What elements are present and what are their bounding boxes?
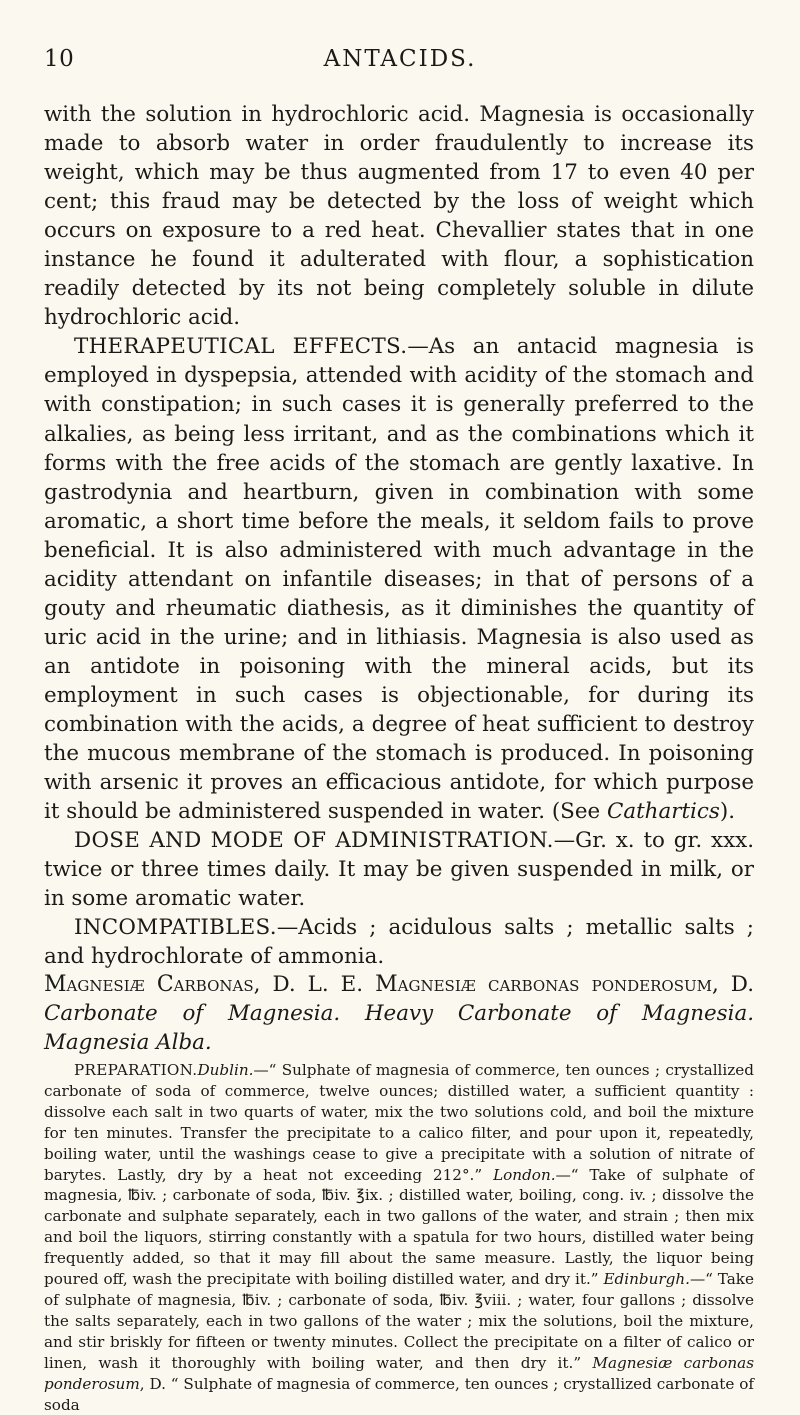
london-label: London. — [493, 1165, 556, 1184]
dublin-label: Dublin. — [197, 1061, 254, 1079]
preparation-block — [44, 1060, 754, 1415]
therapeutic-text: —As an antacid magnesia is employed in dyspepsia, attended with acidity of the stomach and with constipation; in such cases it is generally preferred to the alkalies, as being less irritant, and as the combinations which it forms with the free acids of the stomach are gently laxative. In gastrodynia and heartburn, given in combination with some aromatic, a short time before the meals, it seldom fails to prove beneficial. It is also administered with much advantage in the acidity attendant on infantile diseases; in that of persons of a gouty and rheumatic diathesis, as it diminishes the quantity of uric acid in the urine; and in lithiasis. Magnesia is also used as an antidote in poisoning with the mineral acids, but its employment in such cases is objectionable, for during its combination with the acids, a degree of heat sufficient to destroy the mucous membrane of the stomach is produced. In poisoning with arsenic it proves an efficacious antidote, for which purpose it should be administered suspended in water. (See — [44, 334, 755, 825]
edinburgh-label: Edinburgh. — [603, 1270, 690, 1289]
incompatibles-heading: INCOMPATIBLES. — [74, 915, 277, 941]
preparation-paragraph — [44, 1060, 754, 1415]
therapeutic-text-end: ). — [719, 799, 735, 825]
paragraph-incompatibles — [44, 913, 754, 971]
paragraph-dose — [44, 826, 754, 913]
title-name-1: Magnesiæ Carbonas — [44, 972, 254, 997]
title-abbr-1: , D. L. E. — [253, 972, 376, 997]
main-text — [44, 100, 754, 971]
title-synonym-3: Magnesia Alba. — [44, 1030, 212, 1055]
section-title — [44, 970, 754, 1057]
dose-text: —Gr. x. to gr. xxx. twice or three times daily. It may be given suspended in milk, or in some aromatic water. — [44, 828, 754, 912]
title-synonym-1: Carbonate of Magnesia. — [44, 1001, 341, 1026]
incompatibles-text: —Acids ; acidulous salts ; metallic salts ; and hydrochlorate of ammonia. — [44, 915, 754, 970]
london-text: —“ Take of sulphate of magnesia, ℔iv. ; carbonate of soda, ℔iv. ℥ix. ; distilled water, boiling, cong. iv. ; dissolve the carbonate and sulphate separately, each in two gallons of the water, and strain ; then mix and boil the liquors, stirring constantly with a spatula for two hours, distilled water being frequently added, so that it may fill about the same measure. Lastly, the liquor being poured off, wash the precipitate with boiling distilled water, and dry it.” — [44, 1165, 754, 1289]
ponderosum-text: , D. “ Sulphate of magnesia of commerce, ten ounces ; crystallized carbonate of soda — [44, 1374, 754, 1414]
dublin-text: —“ Sulphate of magnesia of commerce, ten ounces ; crystallized carbonate of soda of commerce, twelve ounces; distilled water, a sufficient quantity : dissolve each salt in two quarts of water, mix the two solutions cold, and boil the mixture for ten minutes. Transfer the precipitate to a calico filter, and pour upon it, repeatedly, boiling water, until the washings cease to give a precipitate with a solution of nitrate of barytes. Lastly, dry by a heat not exceeding 212°.” — [44, 1061, 754, 1184]
paragraph-adulteration: with the solution in hydrochloric acid. Magnesia is occasionally made to absorb water in order fraudulently to increase its weight, which may be thus augmented from 17 to even 40 per cent; this fraud may be detected by the loss of weight which occurs on exposure to a red heat. Chevallier states that in one instance he found it adulterated with flour, a sophistication readily detected by its not being completely soluble in dilute hydrochloric acid. — [44, 102, 754, 331]
page-header — [40, 46, 760, 76]
therapeutic-heading: THERAPEUTICAL EFFECTS. — [74, 334, 408, 360]
running-head: ANTACIDS. — [323, 46, 477, 72]
dose-heading: DOSE AND MODE OF ADMINISTRATION. — [74, 828, 554, 854]
paragraph-therapeutic — [44, 332, 754, 826]
preparation-heading: PREPARATION. — [74, 1061, 198, 1079]
page-number: 10 — [44, 46, 75, 72]
title-abbr-2: , D. — [711, 972, 754, 997]
edinburgh-text: —“ Take of sulphate of magnesia, ℔iv. ; carbonate of soda, ℔iv. ℥viii. ; water, four gallons ; dissolve the salts separately, each in two gallons of the water ; mix the solutions, boil the mixture, and stir briskly for fifteen or twenty minutes. Collect the precipitate on a filter of calico or linen, wash it thoroughly with boiling water, and then dry it.” — [44, 1270, 754, 1372]
title-synonym-2: Heavy Carbonate of Magnesia. — [364, 1001, 754, 1026]
ponderosum-label: Magnesiæ carbonas ponderosum — [44, 1353, 755, 1393]
title-name-2: Magnesiæ carbonas ponderosum — [375, 972, 712, 997]
cathartics-ref: Cathartics — [606, 799, 720, 825]
